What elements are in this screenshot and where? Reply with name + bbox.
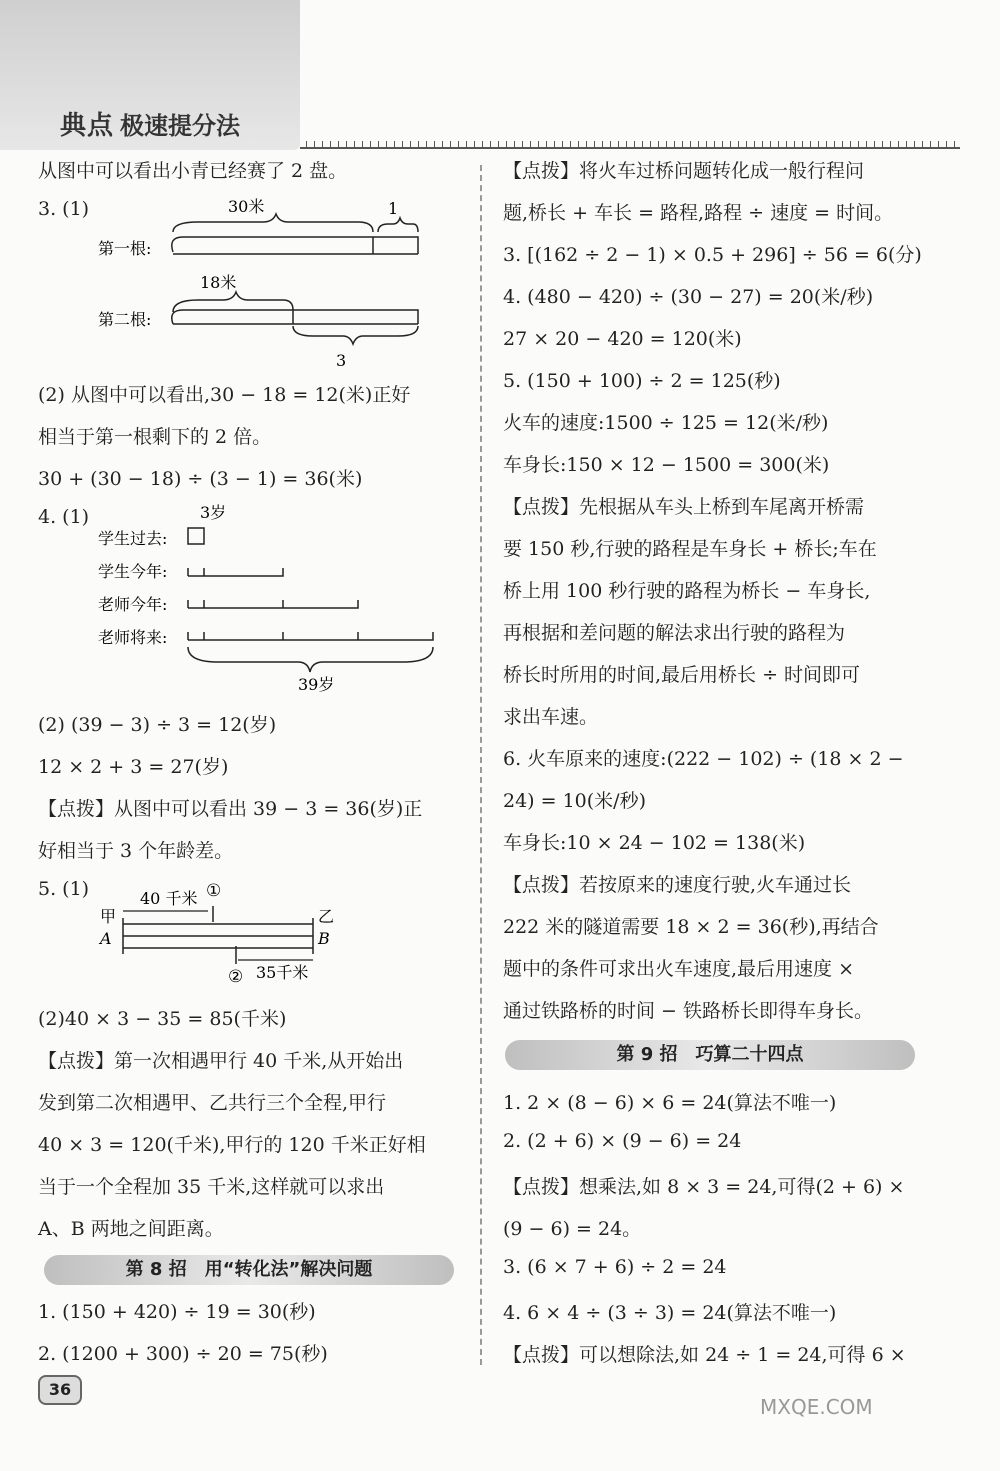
equation-line: 6. 火车原来的速度:(222 − 102) ÷ (18 × 2 − [503,748,904,770]
second-meet-marker: ② [228,967,244,987]
age-diagram [88,502,448,692]
hint-line: 【点拨】第一次相遇甲行 40 千米,从开始出 [38,1050,404,1072]
text-line: (2) 从图中可以看出,30 − 18 = 12(米)正好 [38,384,411,406]
point-a-label: A [100,929,112,948]
hint-line: 通过铁路桥的时间 − 铁路桥长即得车身长。 [503,1000,874,1022]
hint-line: 40 × 3 = 120(千米),甲行的 120 千米正好相 [38,1134,426,1156]
equation-line: 3. [(162 ÷ 2 − 1) × 0.5 + 296] ÷ 56 = 6(分) [503,244,922,266]
text-line: 从图中可以看出小青已经赛了 2 盘。 [38,160,348,182]
hint-line: 当于一个全程加 35 千米,这样就可以求出 [38,1176,385,1198]
rope2-used-label: 18米 [200,273,237,292]
hint-line: 发到第二次相遇甲、乙共行三个全程,甲行 [38,1092,387,1114]
equation-line: (9 − 6) = 24。 [503,1218,642,1240]
text-line: 火车的速度:1500 ÷ 125 = 12(米/秒) [503,412,829,434]
rope1-bar [172,237,418,254]
hint-line: 要 150 秒,行驶的路程是车身长 + 桥长;车在 [503,538,877,560]
student-past-label: 学生过去: [98,529,168,548]
section-heading-9: 第 9 招 巧算二十四点 [505,1040,915,1070]
question-label: 3. (1) [38,198,90,220]
equation-line: 1. 2 × (8 − 6) × 6 = 24(算法不唯一) [503,1092,837,1114]
equation-line: 4. 6 × 4 ÷ (3 ÷ 3) = 24(算法不唯一) [503,1302,837,1324]
rope-diagram [88,192,428,372]
equation-line: 5. (150 + 100) ÷ 2 = 125(秒) [503,370,781,392]
equation-line: 2. (1200 + 300) ÷ 20 = 75(秒) [38,1343,328,1365]
point-jia-label: 甲 [100,907,117,926]
book-logo [60,105,240,142]
equation-line: 12 × 2 + 3 = 27(岁) [38,756,229,778]
hint-line: 【点拨】将火车过桥问题转化成一般行程问 [503,160,865,182]
first-meet-distance-label: 40 千米 [140,889,198,908]
point-b-label: B [318,929,330,948]
hint-line: 222 米的隧道需要 18 × 2 = 36(秒),再结合 [503,916,879,938]
text-line: 车身长:150 × 12 − 1500 = 300(米) [503,454,830,476]
total-age-label: 39岁 [298,675,335,692]
section-heading-8: 第 8 招 用“转化法”解决问题 [44,1255,454,1285]
student-now-label: 学生今年: [98,562,168,581]
rope2-bar [172,310,418,324]
rope-remainder-label: 1 [388,199,399,218]
hint-line: 求出车速。 [503,706,599,728]
equation-line: 车身长:10 × 24 − 102 = 138(米) [503,832,806,854]
hint-line: 好相当于 3 个年龄差。 [38,840,234,862]
watermark: MXQE.COM [760,1395,873,1419]
hint-line: A、B 两地之间距离。 [38,1218,224,1240]
teacher-now-label: 老师今年: [98,595,168,614]
distance-diagram [88,874,388,989]
age-diff-label: 3岁 [200,503,227,522]
equation-line: 2. (2 + 6) × (9 − 6) = 24 [503,1130,742,1152]
column-divider [480,165,482,1365]
hint-line: 题中的条件可求出火车速度,最后用速度 × [503,958,855,980]
rope2-label: 第二根: [98,310,152,329]
page-number: 36 [38,1375,82,1405]
question-label: 5. (1) [38,878,90,900]
first-meet-marker: ① [206,881,222,901]
point-yi-label: 乙 [318,907,335,926]
equation-line: 30 + (30 − 18) ÷ (3 − 1) = 36(米) [38,468,363,490]
hint-line: 再根据和差问题的解法求出行驶的路程为 [503,622,846,644]
hint-line: 【点拨】想乘法,如 8 × 3 = 24,可得(2 + 6) × [503,1176,905,1198]
logo-mark: 典点 [60,111,115,141]
book-title: 极速提分法 [120,112,241,140]
equation-line: 1. (150 + 420) ÷ 19 = 30(秒) [38,1301,316,1323]
equation-line: (2)40 × 3 − 35 = 85(千米) [38,1008,287,1030]
hint-line: 桥上用 100 秒行驶的路程为桥长 − 车身长, [503,580,871,602]
hint-line: 桥长时所用的时间,最后用桥长 ÷ 时间即可 [503,664,861,686]
hint-line: 【点拨】先根据从车头上桥到车尾离开桥需 [503,496,865,518]
equation-line: (2) (39 − 3) ÷ 3 = 12(岁) [38,714,277,736]
teacher-future-label: 老师将来: [98,628,168,647]
rope2-remainder-label: 3 [336,351,347,370]
equation-line: 27 × 20 − 420 = 120(米) [503,328,742,350]
hint-line: 【点拨】从图中可以看出 39 − 3 = 36(岁)正 [38,798,423,820]
question-label: 4. (1) [38,506,90,528]
second-meet-distance-label: 35千米 [256,963,309,982]
ruler-decoration [300,135,960,149]
equation-line: 3. (6 × 7 + 6) ÷ 2 = 24 [503,1256,727,1278]
hint-line: 【点拨】可以想除法,如 24 ÷ 1 = 24,可得 6 × [503,1344,906,1366]
rope-length-label: 30米 [228,197,265,216]
text-line: 题,桥长 + 车长 = 路程,路程 ÷ 速度 = 时间。 [503,202,894,224]
rope1-label: 第一根: [98,239,152,258]
hint-line: 【点拨】若按原来的速度行驶,火车通过长 [503,874,852,896]
equation-line: 4. (480 − 420) ÷ (30 − 27) = 20(米/秒) [503,286,874,308]
equation-line: 24) = 10(米/秒) [503,790,646,812]
text-line: 相当于第一根剩下的 2 倍。 [38,426,272,448]
